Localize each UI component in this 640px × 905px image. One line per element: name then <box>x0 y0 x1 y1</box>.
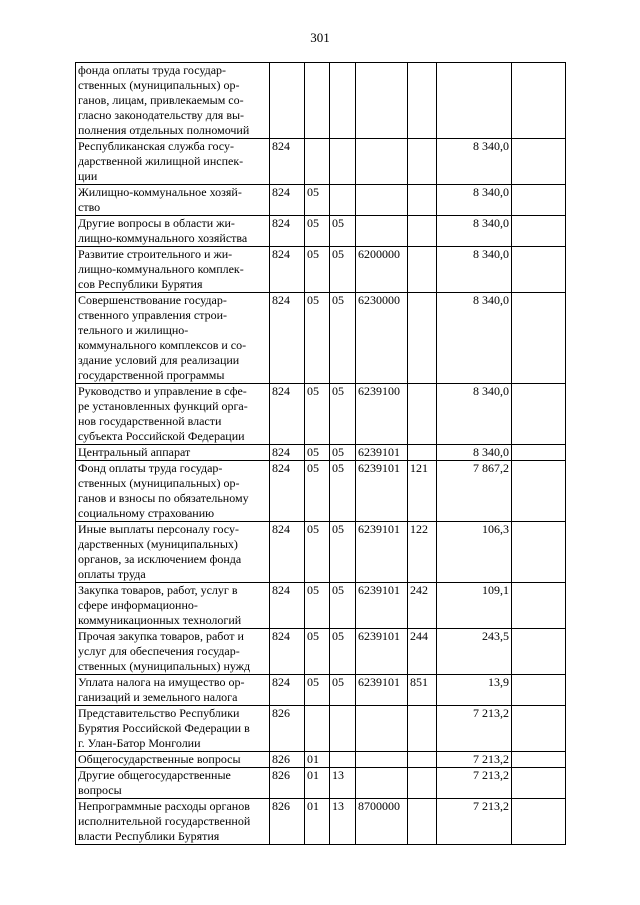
cell-expense-type <box>408 185 437 216</box>
budget-table-body <box>76 63 566 845</box>
cell-name: Уплата налога на имущество ор- ганизаций и земельного налога <box>76 675 270 706</box>
cell-amount <box>437 63 512 139</box>
cell-subsection: 05 <box>330 583 356 629</box>
cell-target-item: 6239100 <box>356 384 408 445</box>
cell-department: 826 <box>270 799 305 845</box>
cell-subsection: 05 <box>330 384 356 445</box>
cell-department: 824 <box>270 139 305 185</box>
cell-department: 824 <box>270 583 305 629</box>
cell-expense-type <box>408 216 437 247</box>
cell-amount: 7 213,2 <box>437 752 512 768</box>
cell-expense-type <box>408 384 437 445</box>
cell-amount: 8 340,0 <box>437 185 512 216</box>
table-row <box>76 629 566 675</box>
cell-name: Представительство Республики Бурятия Российской Федерации в г. Улан-Батор Монголии <box>76 706 270 752</box>
cell-section: 05 <box>305 293 330 384</box>
cell-subsection: 05 <box>330 675 356 706</box>
cell-name: Иные выплаты персоналу госу- дарственных (муниципальных) органов, за исключением фонда оплаты труда <box>76 522 270 583</box>
cell-amount: 243,5 <box>437 629 512 675</box>
cell-department: 824 <box>270 522 305 583</box>
cell-subsection: 05 <box>330 445 356 461</box>
cell-expense-type <box>408 293 437 384</box>
cell-amount: 8 340,0 <box>437 445 512 461</box>
cell-name: Другие вопросы в области жи- лищно-коммунального хозяйства <box>76 216 270 247</box>
cell-subsection <box>330 706 356 752</box>
budget-table <box>75 62 566 845</box>
cell-subsection <box>330 752 356 768</box>
cell-target-item: 6239101 <box>356 583 408 629</box>
cell-name: Общегосударственные вопросы <box>76 752 270 768</box>
cell-amount: 13,9 <box>437 675 512 706</box>
table-row <box>76 247 566 293</box>
cell-expense-type: 851 <box>408 675 437 706</box>
cell-subsection: 05 <box>330 629 356 675</box>
cell-expense-type <box>408 139 437 185</box>
cell-extra <box>512 629 566 675</box>
cell-amount: 8 340,0 <box>437 247 512 293</box>
cell-subsection: 05 <box>330 522 356 583</box>
cell-extra <box>512 216 566 247</box>
table-row <box>76 799 566 845</box>
cell-expense-type: 244 <box>408 629 437 675</box>
cell-section: 05 <box>305 247 330 293</box>
cell-target-item: 6200000 <box>356 247 408 293</box>
cell-extra <box>512 706 566 752</box>
cell-section: 05 <box>305 461 330 522</box>
cell-subsection: 13 <box>330 799 356 845</box>
table-row <box>76 706 566 752</box>
cell-extra <box>512 293 566 384</box>
cell-name: Другие общегосударственные вопросы <box>76 768 270 799</box>
cell-target-item <box>356 768 408 799</box>
cell-amount: 8 340,0 <box>437 293 512 384</box>
table-row <box>76 63 566 139</box>
cell-name: Прочая закупка товаров, работ и услуг для обеспечения государ- ственных (муниципальных) нужд <box>76 629 270 675</box>
cell-subsection: 05 <box>330 247 356 293</box>
cell-target-item <box>356 185 408 216</box>
table-row <box>76 675 566 706</box>
table-row <box>76 522 566 583</box>
cell-section: 01 <box>305 768 330 799</box>
cell-amount: 7 213,2 <box>437 706 512 752</box>
cell-expense-type <box>408 706 437 752</box>
cell-department: 824 <box>270 675 305 706</box>
table-row <box>76 445 566 461</box>
cell-amount: 109,1 <box>437 583 512 629</box>
cell-section: 05 <box>305 583 330 629</box>
cell-section <box>305 139 330 185</box>
cell-amount: 106,3 <box>437 522 512 583</box>
table-row <box>76 139 566 185</box>
cell-extra <box>512 445 566 461</box>
table-row <box>76 583 566 629</box>
table-row <box>76 185 566 216</box>
cell-target-item: 6239101 <box>356 675 408 706</box>
cell-department: 824 <box>270 629 305 675</box>
cell-department: 826 <box>270 768 305 799</box>
cell-target-item: 6239101 <box>356 445 408 461</box>
cell-name: Жилищно-коммунальное хозяй- ство <box>76 185 270 216</box>
cell-department: 826 <box>270 706 305 752</box>
cell-name: Совершенствование государ- ственного управления строи- тельного и жилищно- коммунального комплексов и со- здание условий для реализации государственной программы <box>76 293 270 384</box>
cell-expense-type: 122 <box>408 522 437 583</box>
cell-expense-type <box>408 768 437 799</box>
cell-amount: 8 340,0 <box>437 384 512 445</box>
cell-extra <box>512 63 566 139</box>
cell-department <box>270 63 305 139</box>
cell-target-item: 6239101 <box>356 461 408 522</box>
cell-amount: 8 340,0 <box>437 139 512 185</box>
cell-name: Закупка товаров, работ, услуг в сфере информационно- коммуникационных технологий <box>76 583 270 629</box>
cell-department: 824 <box>270 247 305 293</box>
cell-extra <box>512 799 566 845</box>
cell-expense-type <box>408 799 437 845</box>
cell-subsection: 05 <box>330 293 356 384</box>
cell-section <box>305 706 330 752</box>
cell-section: 05 <box>305 522 330 583</box>
cell-expense-type <box>408 247 437 293</box>
table-row <box>76 384 566 445</box>
cell-amount: 7 867,2 <box>437 461 512 522</box>
cell-name: Республиканская служба госу- дарственной жилищной инспек- ции <box>76 139 270 185</box>
cell-target-item <box>356 63 408 139</box>
cell-extra <box>512 384 566 445</box>
cell-extra <box>512 768 566 799</box>
table-row <box>76 216 566 247</box>
cell-extra <box>512 522 566 583</box>
cell-name: Непрограммные расходы органов исполнительной государственной власти Республики Бурятия <box>76 799 270 845</box>
cell-department: 824 <box>270 293 305 384</box>
cell-name: фонда оплаты труда государ- ственных (муниципальных) ор- ганов, лицам, привлекаемым со- гласно законодательству для вы- полнения отдельных полномочий <box>76 63 270 139</box>
cell-department: 824 <box>270 461 305 522</box>
cell-name: Центральный аппарат <box>76 445 270 461</box>
cell-target-item <box>356 706 408 752</box>
cell-section: 01 <box>305 799 330 845</box>
cell-expense-type: 242 <box>408 583 437 629</box>
cell-department: 824 <box>270 216 305 247</box>
cell-subsection: 13 <box>330 768 356 799</box>
cell-extra <box>512 752 566 768</box>
cell-department: 824 <box>270 445 305 461</box>
cell-name: Фонд оплаты труда государ- ственных (муниципальных) ор- ганов и взносы по обязательному социальному страхованию <box>76 461 270 522</box>
cell-section <box>305 63 330 139</box>
cell-amount: 8 340,0 <box>437 216 512 247</box>
cell-subsection <box>330 185 356 216</box>
cell-expense-type <box>408 752 437 768</box>
cell-target-item: 8700000 <box>356 799 408 845</box>
cell-target-item: 6239101 <box>356 629 408 675</box>
cell-target-item <box>356 752 408 768</box>
cell-extra <box>512 185 566 216</box>
cell-section: 05 <box>305 216 330 247</box>
cell-name: Развитие строительного и жи- лищно-коммунального комплек- сов Республики Бурятия <box>76 247 270 293</box>
table-row <box>76 293 566 384</box>
cell-section: 05 <box>305 384 330 445</box>
cell-extra <box>512 139 566 185</box>
cell-subsection: 05 <box>330 216 356 247</box>
cell-section: 01 <box>305 752 330 768</box>
cell-section: 05 <box>305 445 330 461</box>
cell-subsection: 05 <box>330 461 356 522</box>
cell-extra <box>512 461 566 522</box>
cell-section: 05 <box>305 629 330 675</box>
page-number: 301 <box>310 30 330 45</box>
cell-amount: 7 213,2 <box>437 799 512 845</box>
cell-extra <box>512 247 566 293</box>
cell-department: 824 <box>270 185 305 216</box>
cell-target-item <box>356 139 408 185</box>
table-row <box>76 461 566 522</box>
cell-subsection <box>330 139 356 185</box>
table-row <box>76 768 566 799</box>
cell-section: 05 <box>305 675 330 706</box>
cell-expense-type <box>408 63 437 139</box>
cell-department: 824 <box>270 384 305 445</box>
cell-section: 05 <box>305 185 330 216</box>
cell-subsection <box>330 63 356 139</box>
cell-expense-type: 121 <box>408 461 437 522</box>
table-row <box>76 752 566 768</box>
cell-amount: 7 213,2 <box>437 768 512 799</box>
cell-extra <box>512 675 566 706</box>
cell-department: 826 <box>270 752 305 768</box>
cell-target-item: 6230000 <box>356 293 408 384</box>
cell-expense-type <box>408 445 437 461</box>
cell-target-item <box>356 216 408 247</box>
cell-extra <box>512 583 566 629</box>
cell-target-item: 6239101 <box>356 522 408 583</box>
cell-name: Руководство и управление в сфе- ре установленных функций орга- нов государственной власти субъекта Российской Федерации <box>76 384 270 445</box>
